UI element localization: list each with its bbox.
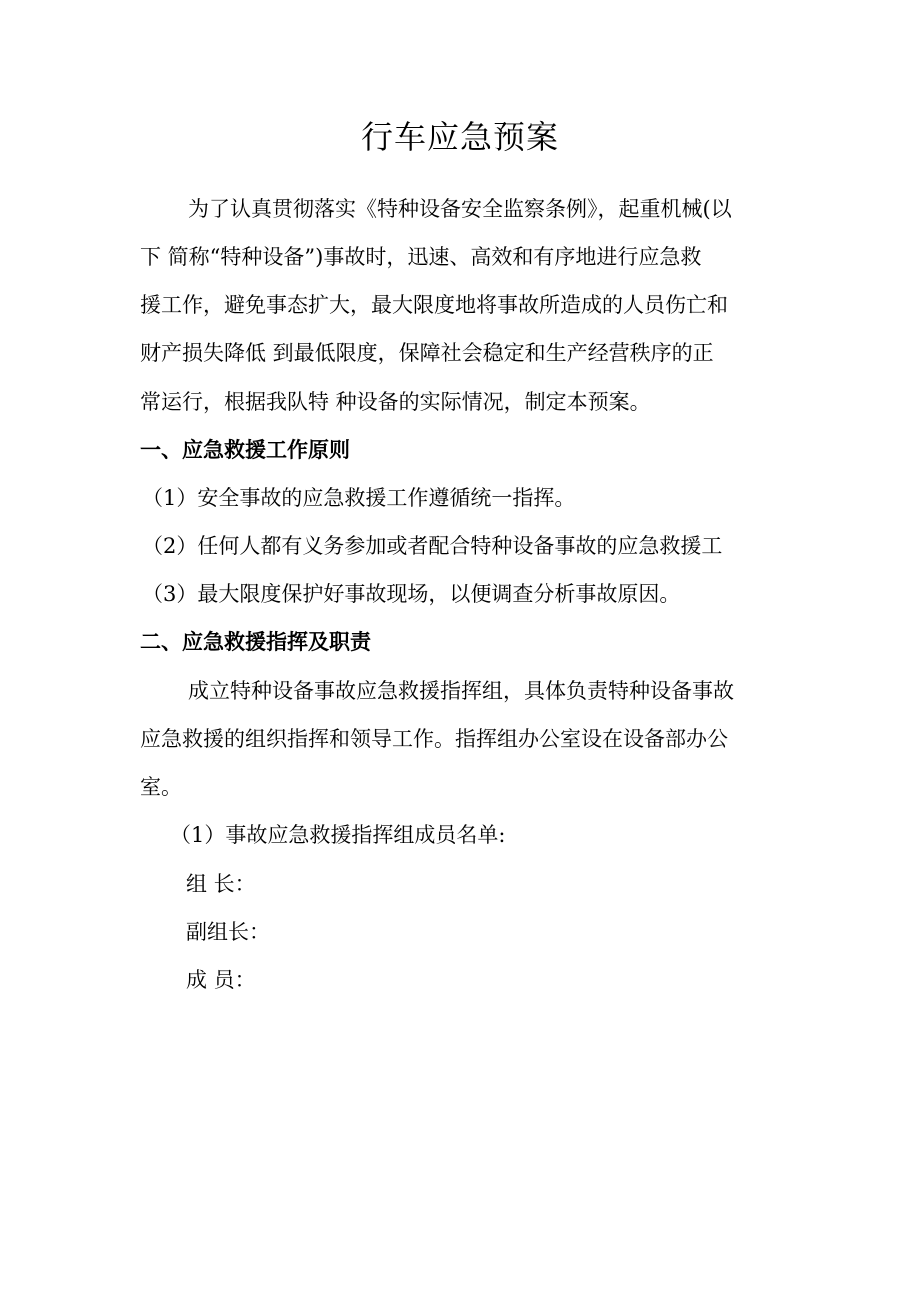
intro-line-5: 常运行，根据我队特 种设备的实际情况，制定本预案。 — [140, 390, 651, 414]
section-1-heading: 一、应急救援工作原则 — [140, 438, 350, 462]
intro-line-2: 下 简称“特种设备”)事故时，迅速、高效和有序地进行应急救 — [140, 245, 702, 269]
intro-line-4: 财产损失降低 到最低限度，保障社会稳定和生产经营秩序的正 — [140, 341, 714, 365]
section-2-body-line-3: 室。 — [140, 775, 182, 799]
section-1-item-2: （2）任何人都有义务参加或者配合特种设备事故的应急救援工 — [142, 534, 723, 558]
section-1-item-3: （3）最大限度保护好事故现场，以便调查分析事故原因。 — [142, 582, 681, 606]
section-2-heading: 二、应急救援指挥及职责 — [140, 630, 371, 654]
section-2-sub-item: （1）事故应急救援指挥组成员名单: — [170, 823, 506, 847]
roster-deputy-leader: 副组长： — [186, 920, 270, 944]
section-2-body-line-2: 应急救援的组织指挥和领导工作。指挥组办公室设在设备部办公 — [140, 727, 728, 751]
roster-leader: 组 长： — [186, 872, 256, 896]
roster-members: 成 员： — [186, 968, 256, 992]
section-2-body-line-1: 成立特种设备事故应急救援指挥组，具体负责特种设备事故 — [188, 679, 734, 703]
section-1-item-1: （1）安全事故的应急救援工作遵循统一指挥。 — [142, 486, 576, 510]
document-title: 行车应急预案 — [360, 118, 559, 156]
intro-line-3: 援工作，避免事态扩大，最大限度地将事故所造成的人员伤亡和 — [140, 293, 728, 317]
intro-line-1: 为了认真贯彻落实《特种设备安全监察条例》，起重机械(以 — [188, 197, 732, 221]
